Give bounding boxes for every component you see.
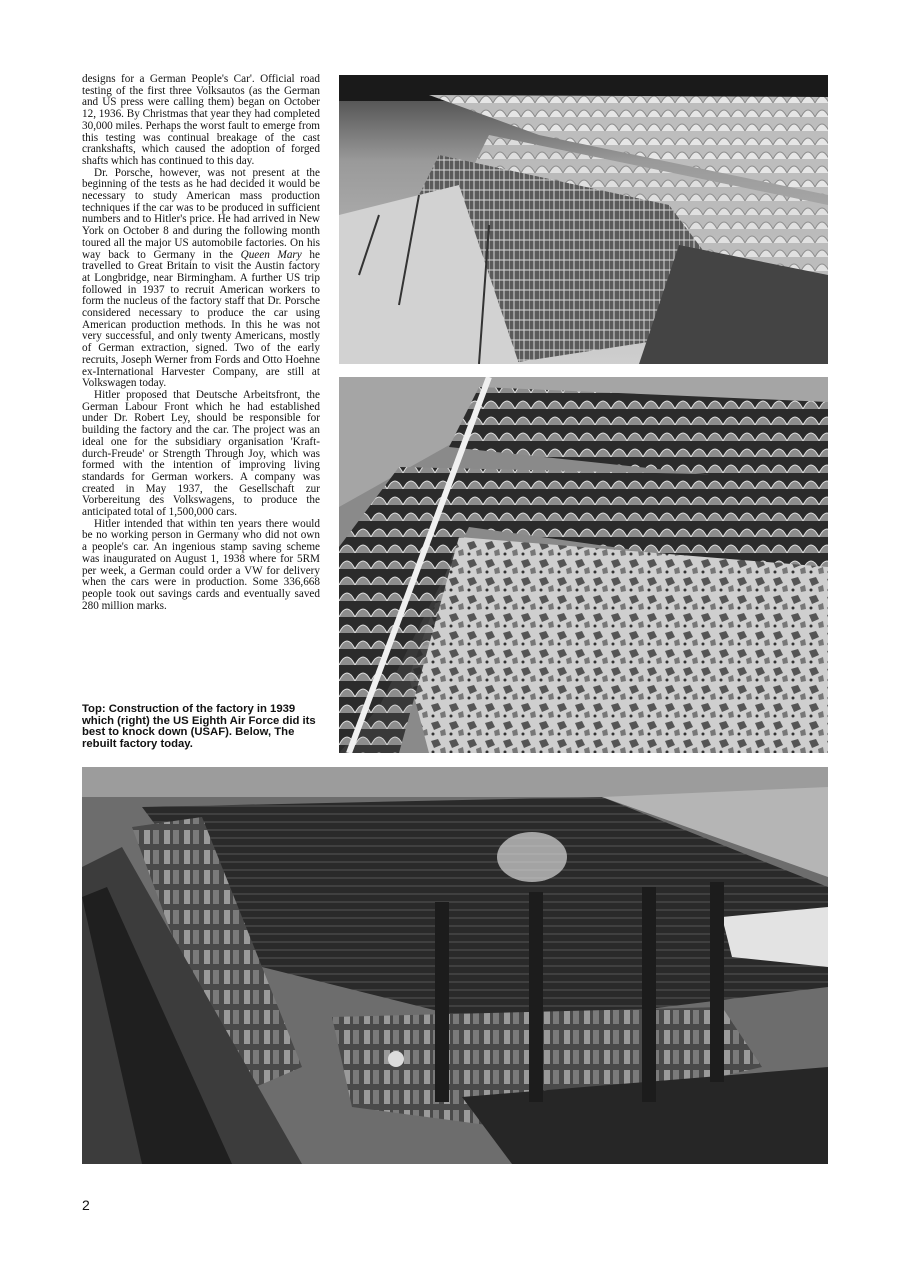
- bombed-factory-photo: [339, 377, 828, 753]
- paragraph-2-end: he travelled to Great Britain to visit the Austin factory at Longbridge, near Birmingham. A further US trip followed in 1937 to recruit American workers to form the nucleus of the factory staff that Dr. Porsche considered necessary to produce the car using American production methods. In this he was not very successful, and only twenty Americans, mostly of German extraction, signed. Two of the early recruits, Joseph Werner from Fords and Otto Hoehne ex-International Harvester Company, are still at Volkswagen today.: [82, 248, 320, 390]
- ship-name: Queen Mary: [240, 248, 302, 261]
- photo-caption: Top: Construction of the factory in 1939 which (right) the US Eighth Air Force did its best to knock down (USAF). Below, The rebuilt factory today.: [82, 703, 316, 750]
- article-paragraph-3: Hitler proposed that Deutsche Arbeitsfront, the German Labour Front which he had established under Dr. Robert Ley, should be responsible for building the factory and the car. The project was an ideal one for the subsidiary organisation 'Kraft-durch-Freude' or Strength Through Joy, which was formed with the intention of improving living standards for German workers. A company was created in May 1937, the Gesellschaft zur Vorbereitung des Volkswagens, to produce the anticipated total of 1,500,000 cars.: [82, 388, 320, 519]
- paragraph-2-start: Dr. Porsche, however, was not present at the beginning of the tests as he had decided it would be necessary to study American mass production techniques if the car was to be produced in sufficient numbers and to Hitler's price. He had arrived in New York on October 8 and during the following month toured all the major US automobile factories. On his way back to Germany in the: [82, 166, 320, 261]
- factory-construction-photo: [339, 75, 828, 364]
- page-number: 2: [82, 1197, 90, 1213]
- article-paragraph-1: designs for a German People's Car'. Official road testing of the first three Volksautos (as the German and US press were calling them) began on October 12, 1936. By Christmas that year they had completed 30,000 miles. Perhaps the worst fault to emerge from this testing was continual breakage of the cast crankshafts, which caused the adoption of forged shafts which has continued to this day.: [82, 73, 320, 167]
- article-paragraph-4: Hitler intended that within ten years there would be no working person in Germany who did not own a people's car. An ingenious stamp saving scheme was inaugurated on August 1, 1938 where for 5RM per week, a German could order a VW for delivery when the cars were in production. Some 336,668 people took out savings cards and eventually saved 280 million marks.: [82, 517, 320, 612]
- rebuilt-factory-photo: [82, 767, 828, 1164]
- article-column: [82, 74, 320, 612]
- article-paragraph-2: [82, 168, 320, 390]
